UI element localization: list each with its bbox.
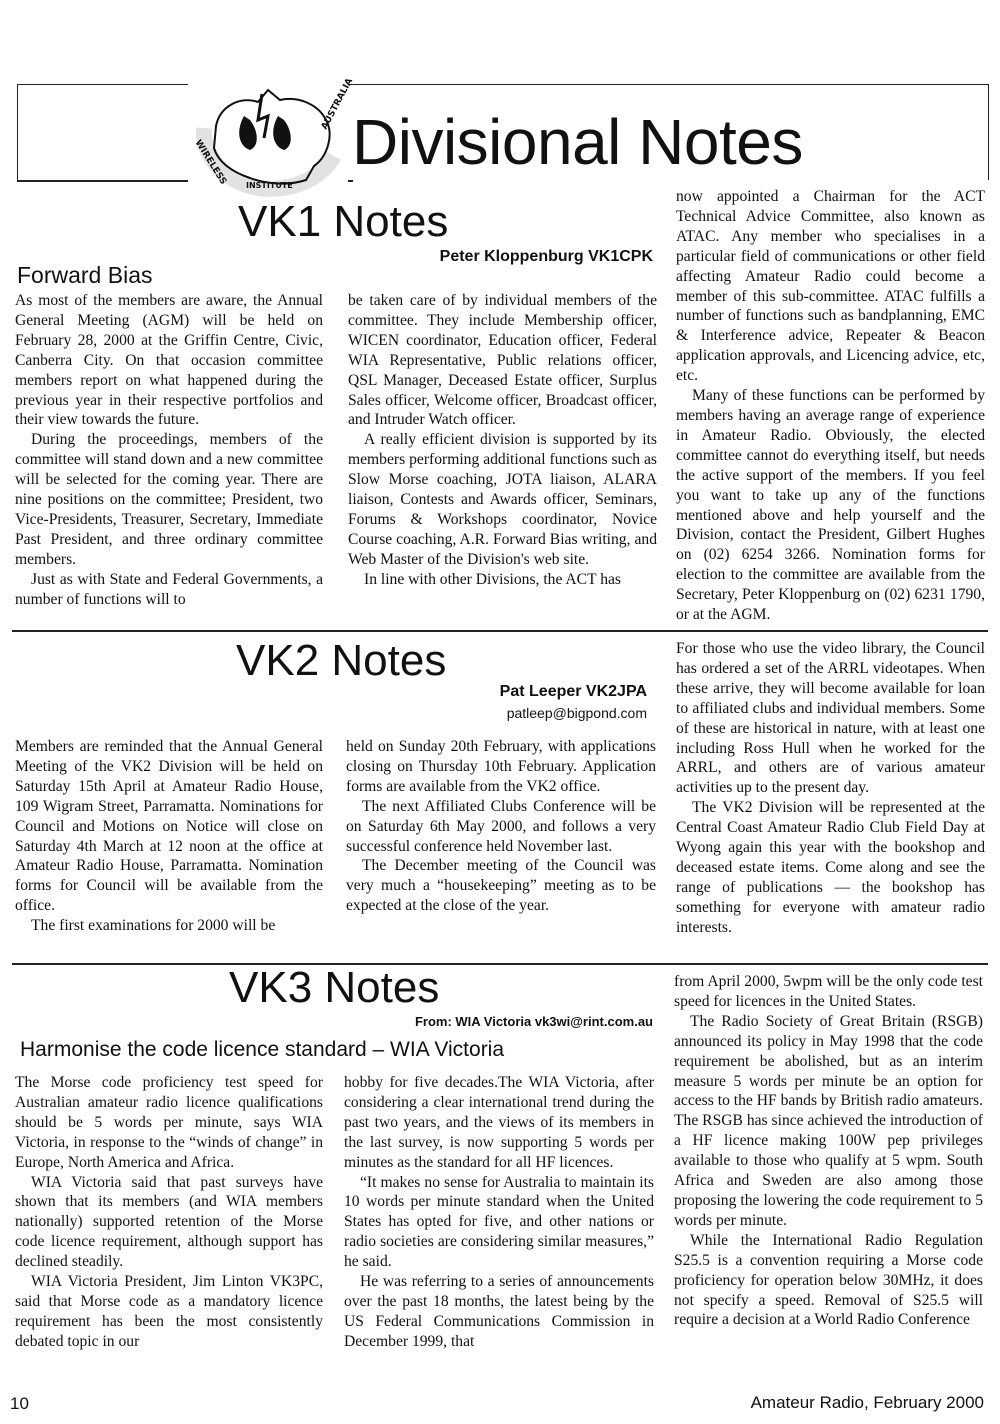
vk2-heading: VK2 Notes [236,636,447,685]
vk1-column-1 [15,291,323,610]
vk2-email: patleep@bigpond.com [506,705,647,721]
publication-footer: Amateur Radio, February 2000 [750,1393,984,1412]
svg-text:AUSTRALIA: AUSTRALIA [319,76,356,132]
paragraph: For those who use the video library, the Council has ordered a set of the ARRL videotapes. When these arrive, they will become available for loan to affiliated clubs and individual members. Some of these are historical in nature, with at least one including Ross Hull when he worked for the ARRL, and others are of various amateur activities up to the present day. [676,640,985,797]
paragraph: hobby for five decades.The WIA Victoria, after considering a clear international trend during the past two years, and the views of its members in the last survey, is now supporting 5 words per minutes as the standard for all HF licences. [344,1074,654,1171]
paragraph: The Radio Society of Great Britain (RSGB) announced its policy in May 1998 that the code requirement be abolished, but as an interim measure 5 words per minute be an option for access to the HF bands by British radio amateurs. The RSGB has since achieved the introduction of a HF licence making 100W pep privileges available to those who qualify at 5 wpm. South Africa and Sweden are also among those proposing the lowering the code requirement to 5 words per minute. [674,1012,983,1229]
wia-logo-icon [188,76,356,194]
paragraph: A really efficient division is supported by its members performing additional functions such as Slow Morse coaching, JOTA liaison, ALARA liaison, Contests and Awards officer, Seminars, Forums & Workshops coordinator, Novice Course coaching, A.R. Forward Bias writing, and Web Master of the Division's web site. [348,431,657,568]
paragraph: The VK2 Division will be represented at the Central Coast Amateur Radio Club Field Day at Wyong again this year with the bookshop and deceased estate items. Come along and see the range of publications — the bookshop has something for everyone with amateur radio interests. [676,799,985,936]
paragraph: be taken care of by individual members of the committee. They include Membership officer, WICEN coordinator, Education officer, Federal WIA Representative, Public relations officer, QSL Manager, Deceased Estate officer, Surplus Sales officer, Welcome officer, Broadcast officer, and Intruder Watch officer. [348,292,657,429]
vk2-column-1 [15,737,323,936]
paragraph: During the proceedings, members of the committee will stand down and a new committee will be selected for the coming year. There are nine positions on the committee; President, two Vice-Presidents, Treasurer, Secretary, Immediate Past President, and three ordinary committee members. [15,431,323,568]
svg-text:WIRELESS: WIRELESS [192,138,228,187]
vk1-author: Peter Kloppenburg VK1CPK [439,248,653,265]
paragraph: WIA Victoria said that past surveys have shown that its members (and WIA members nationally) supported retention of the Morse code licence requirement, although support has declined steadily. [15,1173,323,1271]
paragraph: While the International Radio Regulation S25.5 is a convention requiring a Morse code proficiency for operation below 30MHz, it does not specify a speed. Removal of S25.5 will require a decision at a World Radio Conference [674,1231,983,1329]
paragraph: now appointed a Chairman for the ACT Technical Advice Committee, also known as ATAC. Any member who specialises in a particular field of communications or other field affecting Amateur Radio could become a member of this sub-committee. ATAC fulfills a number of functions such as bandplanning, EMC & Interference advice, Repeater & Beacon application approvals, and Licencing advice, etc, etc. [676,188,985,385]
vk1-subheading: Forward Bias [17,262,153,288]
paragraph: held on Sunday 20th February, with applications closing on Thursday 10th February. Application forms are available from the VK2 office. [346,738,656,795]
vk2-column-2 [346,737,656,916]
page-title: Divisional Notes [352,106,803,178]
vk3-column-3 [674,972,983,1330]
svg-text:INSTITUTE: INSTITUTE [246,181,293,190]
paragraph: WIA Victoria President, Jim Linton VK3PC, said that Morse code as a mandatory licence requirement has been the most consistently debated topic in our [15,1273,323,1350]
vk2-column-3 [676,639,985,938]
paragraph: Just as with State and Federal Governments, a number of functions will to [15,570,323,608]
vk2-divider [12,963,988,965]
paragraph: The December meeting of the Council was very much a “housekeeping” meeting as to be expected at the close of the year. [346,857,656,915]
vk3-column-1 [15,1073,323,1352]
paragraph: Many of these functions can be performed by members having an average range of experience in Amateur Radio. Obviously, the elected committee cannot do everything itself, but needs the active support of the members. If you feel you want to take up any of the functions mentioned above and help yourself and the Division, contact the President, Gilbert Hughes on (02) 6254 3266. Nomination forms for election to the committee are available from the Secretary, Peter Kloppenburg on (02) 6231 1790, or at the AGM. [676,387,985,624]
paragraph: He was referring to a series of announcements over the past 18 months, the latest being by the US Federal Communications Commission in December 1999, that [344,1273,654,1350]
paragraph: The next Affiliated Clubs Conference will be on Saturday 6th May 2000, and follows a very successful conference held November last. [346,797,656,855]
paragraph: As most of the members are aware, the Annual General Meeting (AGM) will be held on February 28, 2000 at the Griffin Centre, Civic, Canberra City. On that occasion committee members report on what happened during the previous year in their respective portfolios and their view towards the future. [15,292,323,429]
vk3-subheading: Harmonise the code licence standard – WIA Victoria [20,1038,505,1061]
paragraph: from April 2000, 5wpm will be the only code test speed for licences in the United States. [674,973,983,1010]
vk3-author: From: WIA Victoria vk3wi@rint.com.au [414,1014,653,1029]
vk1-heading: VK1 Notes [238,197,449,246]
vk1-column-2 [348,291,657,590]
paragraph: “It makes no sense for Australia to maintain its 10 words per minute standard when the United States has opted for five, and other nations or radio societies are considering similar measures,” he said. [344,1173,654,1271]
vk3-heading: VK3 Notes [229,963,440,1012]
vk3-column-2 [344,1073,654,1352]
vk1-column-3 [676,187,985,625]
paragraph: The first examinations for 2000 will be [31,917,276,935]
page-number: 10 [10,1394,29,1413]
paragraph: In line with other Divisions, the ACT has [364,570,621,588]
paragraph: Members are reminded that the Annual General Meeting of the VK2 Division will be held on Saturday 15th April at Amateur Radio House, 109 Wigram Street, Parramatta. Nominations for Council and Motions on Notice will close on Saturday 4th March at 12 noon at the office at Amateur Radio House, Parramatta. Nomination forms for Council will be available from the office. [15,738,323,915]
vk1-divider [12,630,988,632]
paragraph: The Morse code proficiency test speed for Australian amateur radio licence qualifications should be 5 words per minute, says WIA Victoria, in response to the “winds of change” in Europe, North America and Africa. [15,1074,323,1171]
vk2-author: Pat Leeper VK2JPA [499,683,647,700]
